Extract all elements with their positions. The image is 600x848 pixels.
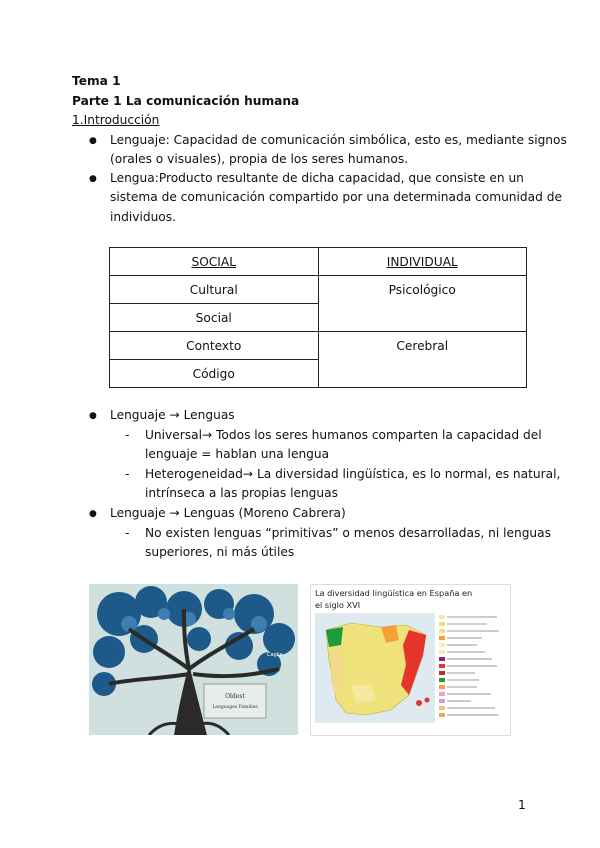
document-title: Tema 1 <box>72 74 121 88</box>
map-title-line2: el siglo XVI <box>315 600 361 610</box>
cell-codigo: Código <box>110 360 319 388</box>
part-title: Parte 1 La comunicación humana <box>72 94 300 108</box>
list-item-moreno-cabrera: ● Lenguaje → Lenguas (Moreno Cabrera) <box>110 506 346 520</box>
tree-illustration <box>89 584 298 735</box>
bullet-lengua-line1: ● Lengua:Producto resultante de dicha capacidad, que consiste en un <box>110 171 524 185</box>
bullet-lenguaje-line2: (orales o visuales), propia de los seres humanos. <box>110 152 409 166</box>
cell-contexto: Contexto <box>110 332 319 360</box>
header-individual: INDIVIDUAL <box>318 248 527 276</box>
bullet-lengua-line3: individuos. <box>110 210 176 224</box>
tree-label: Caglia <box>267 652 283 658</box>
sub-heterogeneidad-line2: intrínseca a las propias lenguas <box>145 486 338 500</box>
page-number: 1 <box>518 798 526 812</box>
bullet-lengua-line2: sistema de comunicación compartido por una determinada comunidad de <box>110 190 562 204</box>
list-item-lenguas: ● Lenguaje → Lenguas <box>110 408 235 422</box>
sub-primitivas-line1: - No existen lenguas “primitivas” o menos desarrolladas, ni lenguas <box>145 526 551 540</box>
social-individual-table <box>109 247 527 388</box>
section-heading: 1.Introducción <box>72 113 160 127</box>
bullet-lenguaje-line1: ● Lenguaje: Capacidad de comunicación simbólica, esto es, mediante signos <box>110 133 567 147</box>
sub-primitivas-line2: superiores, ni más útiles <box>145 545 295 559</box>
sub-universal-line2: lenguaje = hablan una lengua <box>145 447 330 461</box>
cell-social: Social <box>110 304 319 332</box>
tree-caption-line1: Oldest <box>225 693 245 700</box>
sub-universal-line1: - Universal→ Todos los seres humanos comparten la capacidad del <box>145 428 542 442</box>
cell-psicologico: Psicológico <box>318 276 527 332</box>
spain-map-illustration <box>311 585 510 735</box>
header-social: SOCIAL <box>110 248 319 276</box>
cell-cultural: Cultural <box>110 276 319 304</box>
language-tree-image <box>89 584 298 735</box>
spain-map-image <box>310 584 511 736</box>
map-title-line1: La diversidad lingüística en España en <box>315 588 473 598</box>
tree-caption-line2: Languages Families <box>212 705 258 710</box>
sub-heterogeneidad-line1: - Heterogeneidad→ La diversidad lingüística, es lo normal, es natural, <box>145 467 560 481</box>
cell-cerebral: Cerebral <box>318 332 527 388</box>
